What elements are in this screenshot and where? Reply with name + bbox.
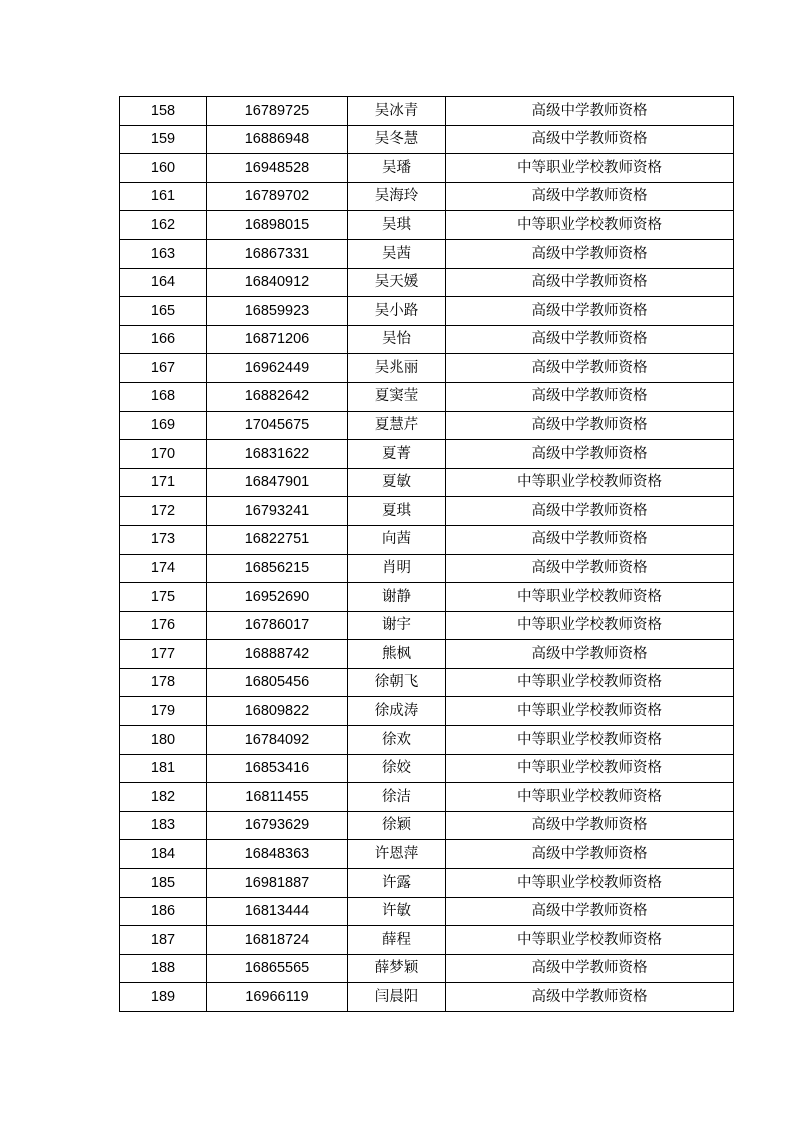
table-row	[120, 811, 734, 840]
qualification-cell: 中等职业学校教师资格	[446, 754, 734, 783]
table-row	[120, 182, 734, 211]
table-row	[120, 983, 734, 1012]
table-row	[120, 640, 734, 669]
candidate-id-cell: 16784092	[207, 726, 348, 755]
candidate-id-cell: 16948528	[207, 154, 348, 183]
candidate-name-cell: 许敏	[348, 897, 446, 926]
candidate-name-cell: 薛程	[348, 926, 446, 955]
row-number-cell: 185	[120, 869, 207, 898]
candidate-name-cell: 吴天媛	[348, 268, 446, 297]
row-number-cell: 166	[120, 325, 207, 354]
table-row	[120, 611, 734, 640]
qualification-cell: 高级中学教师资格	[446, 354, 734, 383]
table-row	[120, 583, 734, 612]
table-row	[120, 954, 734, 983]
table-row	[120, 440, 734, 469]
row-number-cell: 181	[120, 754, 207, 783]
candidate-name-cell: 向茜	[348, 525, 446, 554]
candidate-name-cell: 薛梦颖	[348, 954, 446, 983]
candidate-id-cell: 16822751	[207, 525, 348, 554]
qualification-cell: 高级中学教师资格	[446, 525, 734, 554]
qualification-cell: 高级中学教师资格	[446, 411, 734, 440]
candidate-name-cell: 徐朝飞	[348, 668, 446, 697]
candidate-id-cell: 16981887	[207, 869, 348, 898]
table-row	[120, 840, 734, 869]
candidate-id-cell: 16856215	[207, 554, 348, 583]
candidate-name-cell: 熊枫	[348, 640, 446, 669]
candidate-name-cell: 徐欢	[348, 726, 446, 755]
qualification-cell: 中等职业学校教师资格	[446, 697, 734, 726]
candidate-id-cell: 16793629	[207, 811, 348, 840]
candidate-name-cell: 夏慧芹	[348, 411, 446, 440]
qualification-cell: 高级中学教师资格	[446, 440, 734, 469]
row-number-cell: 184	[120, 840, 207, 869]
qualification-cell: 高级中学教师资格	[446, 297, 734, 326]
qualification-cell: 中等职业学校教师资格	[446, 583, 734, 612]
row-number-cell: 169	[120, 411, 207, 440]
qualification-cell: 中等职业学校教师资格	[446, 726, 734, 755]
candidate-id-cell: 16831622	[207, 440, 348, 469]
candidate-id-cell: 16813444	[207, 897, 348, 926]
candidate-name-cell: 吴冰青	[348, 97, 446, 126]
candidate-id-cell: 16966119	[207, 983, 348, 1012]
row-number-cell: 183	[120, 811, 207, 840]
candidate-id-cell: 16848363	[207, 840, 348, 869]
candidate-name-cell: 许恩萍	[348, 840, 446, 869]
candidate-name-cell: 夏窦莹	[348, 382, 446, 411]
candidate-id-cell: 16952690	[207, 583, 348, 612]
qualification-cell: 中等职业学校教师资格	[446, 154, 734, 183]
table-row	[120, 297, 734, 326]
qualification-cell: 高级中学教师资格	[446, 382, 734, 411]
candidate-id-cell: 16811455	[207, 783, 348, 812]
qualification-cell: 高级中学教师资格	[446, 125, 734, 154]
candidate-id-cell: 16789725	[207, 97, 348, 126]
table-row	[120, 897, 734, 926]
qualification-cell: 高级中学教师资格	[446, 897, 734, 926]
candidate-name-cell: 徐姣	[348, 754, 446, 783]
row-number-cell: 176	[120, 611, 207, 640]
candidate-name-cell: 闫晨阳	[348, 983, 446, 1012]
qualification-cell: 高级中学教师资格	[446, 811, 734, 840]
qualification-cell: 中等职业学校教师资格	[446, 211, 734, 240]
row-number-cell: 162	[120, 211, 207, 240]
candidate-name-cell: 夏菁	[348, 440, 446, 469]
table-row	[120, 154, 734, 183]
candidate-name-cell: 肖明	[348, 554, 446, 583]
row-number-cell: 182	[120, 783, 207, 812]
table-row	[120, 525, 734, 554]
row-number-cell: 172	[120, 497, 207, 526]
qualification-cell: 高级中学教师资格	[446, 239, 734, 268]
candidate-id-cell: 16882642	[207, 382, 348, 411]
table-row	[120, 354, 734, 383]
qualification-cell: 高级中学教师资格	[446, 325, 734, 354]
row-number-cell: 163	[120, 239, 207, 268]
candidate-id-cell: 16888742	[207, 640, 348, 669]
qualification-cell: 高级中学教师资格	[446, 640, 734, 669]
candidate-id-cell: 16853416	[207, 754, 348, 783]
candidate-name-cell: 徐成涛	[348, 697, 446, 726]
candidate-id-cell: 16962449	[207, 354, 348, 383]
row-number-cell: 180	[120, 726, 207, 755]
candidate-name-cell: 吴海玲	[348, 182, 446, 211]
teacher-qualification-table	[119, 96, 734, 1012]
row-number-cell: 170	[120, 440, 207, 469]
row-number-cell: 160	[120, 154, 207, 183]
table-row	[120, 497, 734, 526]
candidate-name-cell: 许露	[348, 869, 446, 898]
candidate-name-cell: 徐洁	[348, 783, 446, 812]
candidate-id-cell: 16818724	[207, 926, 348, 955]
table-row	[120, 869, 734, 898]
table-row	[120, 726, 734, 755]
row-number-cell: 186	[120, 897, 207, 926]
row-number-cell: 173	[120, 525, 207, 554]
row-number-cell: 158	[120, 97, 207, 126]
row-number-cell: 165	[120, 297, 207, 326]
table-row	[120, 211, 734, 240]
row-number-cell: 171	[120, 468, 207, 497]
table-row	[120, 668, 734, 697]
qualification-cell: 高级中学教师资格	[446, 554, 734, 583]
candidate-name-cell: 徐颖	[348, 811, 446, 840]
candidate-name-cell: 吴琪	[348, 211, 446, 240]
candidate-name-cell: 吴冬慧	[348, 125, 446, 154]
table-row	[120, 554, 734, 583]
candidate-id-cell: 16840912	[207, 268, 348, 297]
table-row	[120, 783, 734, 812]
row-number-cell: 178	[120, 668, 207, 697]
candidate-id-cell: 16793241	[207, 497, 348, 526]
candidate-name-cell: 吴怡	[348, 325, 446, 354]
row-number-cell: 188	[120, 954, 207, 983]
qualification-cell: 中等职业学校教师资格	[446, 926, 734, 955]
row-number-cell: 159	[120, 125, 207, 154]
table-row	[120, 754, 734, 783]
qualification-cell: 高级中学教师资格	[446, 182, 734, 211]
candidate-name-cell: 谢静	[348, 583, 446, 612]
candidate-id-cell: 16847901	[207, 468, 348, 497]
table-body	[120, 97, 734, 1012]
row-number-cell: 179	[120, 697, 207, 726]
candidate-id-cell: 17045675	[207, 411, 348, 440]
table-row	[120, 268, 734, 297]
qualification-cell: 中等职业学校教师资格	[446, 668, 734, 697]
qualification-cell: 高级中学教师资格	[446, 97, 734, 126]
candidate-name-cell: 夏琪	[348, 497, 446, 526]
row-number-cell: 164	[120, 268, 207, 297]
table-row	[120, 325, 734, 354]
candidate-id-cell: 16859923	[207, 297, 348, 326]
table-row	[120, 97, 734, 126]
qualification-cell: 中等职业学校教师资格	[446, 468, 734, 497]
row-number-cell: 175	[120, 583, 207, 612]
candidate-id-cell: 16871206	[207, 325, 348, 354]
candidate-name-cell: 吴茜	[348, 239, 446, 268]
candidate-id-cell: 16865565	[207, 954, 348, 983]
candidate-name-cell: 吴兆丽	[348, 354, 446, 383]
candidate-name-cell: 谢宇	[348, 611, 446, 640]
qualification-cell: 高级中学教师资格	[446, 268, 734, 297]
table-row	[120, 411, 734, 440]
qualification-cell: 中等职业学校教师资格	[446, 869, 734, 898]
candidate-id-cell: 16898015	[207, 211, 348, 240]
table-row	[120, 239, 734, 268]
candidate-id-cell: 16867331	[207, 239, 348, 268]
table-row	[120, 382, 734, 411]
candidate-name-cell: 吴小路	[348, 297, 446, 326]
candidate-id-cell: 16786017	[207, 611, 348, 640]
qualification-cell: 高级中学教师资格	[446, 954, 734, 983]
qualification-cell: 高级中学教师资格	[446, 497, 734, 526]
candidate-name-cell: 吴璠	[348, 154, 446, 183]
candidate-id-cell: 16805456	[207, 668, 348, 697]
row-number-cell: 177	[120, 640, 207, 669]
row-number-cell: 174	[120, 554, 207, 583]
row-number-cell: 187	[120, 926, 207, 955]
candidate-id-cell: 16809822	[207, 697, 348, 726]
row-number-cell: 161	[120, 182, 207, 211]
qualification-cell: 中等职业学校教师资格	[446, 783, 734, 812]
table-row	[120, 125, 734, 154]
qualification-cell: 高级中学教师资格	[446, 983, 734, 1012]
table-row	[120, 926, 734, 955]
row-number-cell: 189	[120, 983, 207, 1012]
table-row	[120, 697, 734, 726]
table-row	[120, 468, 734, 497]
candidate-id-cell: 16789702	[207, 182, 348, 211]
row-number-cell: 168	[120, 382, 207, 411]
qualification-cell: 高级中学教师资格	[446, 840, 734, 869]
row-number-cell: 167	[120, 354, 207, 383]
qualification-cell: 中等职业学校教师资格	[446, 611, 734, 640]
candidate-id-cell: 16886948	[207, 125, 348, 154]
candidate-name-cell: 夏敏	[348, 468, 446, 497]
